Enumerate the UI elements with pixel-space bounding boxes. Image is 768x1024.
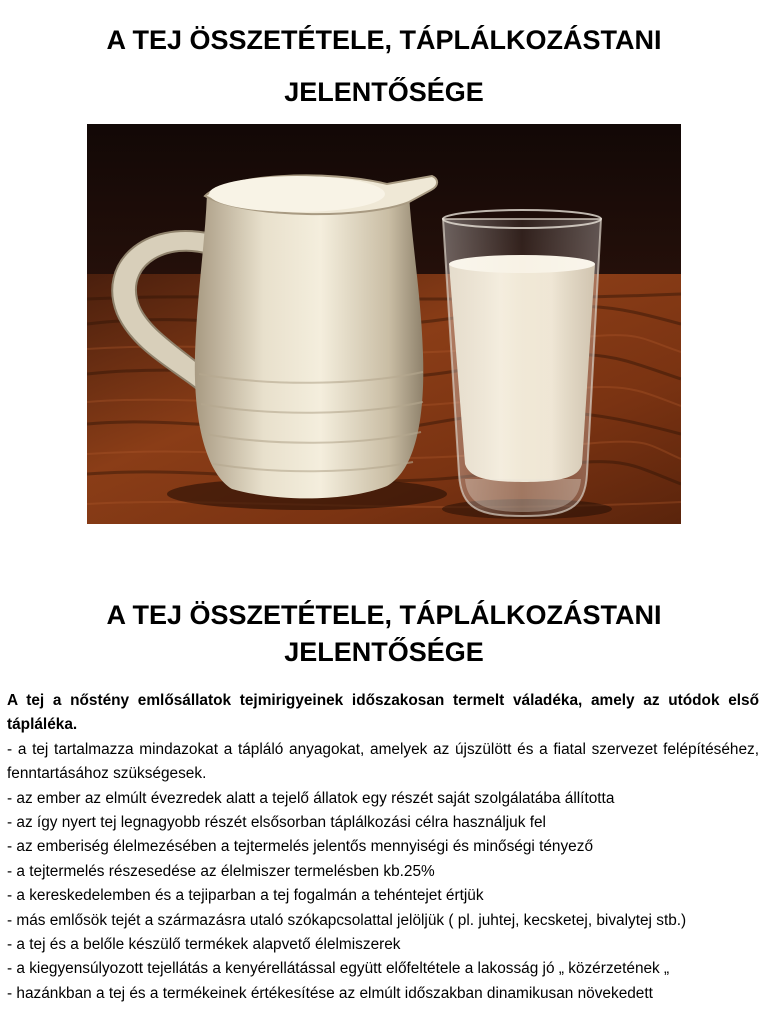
page-title-line-2: JELENTŐSÉGE bbox=[284, 77, 484, 107]
section-title-line-2: JELENTŐSÉGE bbox=[284, 637, 484, 667]
list-item: - az így nyert tej legnagyobb részét elsősorban táplálkozási célra használjuk fel bbox=[7, 814, 546, 832]
section-title-line-1: A TEJ ÖSSZETÉTELE, TÁPLÁLKOZÁSTANI bbox=[106, 600, 662, 630]
section-title bbox=[0, 597, 768, 671]
body-text bbox=[7, 689, 759, 1006]
lead-paragraph: A tej a nőstény emlősállatok tejmirigyeinek időszakosan termelt váladéka, amely az utódok első tápláléka. bbox=[7, 692, 759, 734]
list-item: - az ember az elmúlt évezredek alatt a tejelő állatok egy részét saját szolgálatába állította bbox=[7, 789, 615, 807]
list-item: - a kiegyensúlyozott tejellátás a kenyérellátással együtt előfeltétele a lakosság jó „ közérzetének „ bbox=[7, 960, 670, 978]
list-item: - az emberiség élelmezésében a tejtermelés jelentős mennyiségi és minőségi tényező bbox=[7, 838, 594, 856]
list-item: - a tej tartalmazza mindazokat a tápláló anyagokat, amelyek az újszülött és a fiatal szervezet felépítéséhez, fenntartásához szükségesek. bbox=[7, 740, 759, 783]
list-item: - a tej és a belőle készülő termékek alapvető élelmiszerek bbox=[7, 936, 401, 954]
list-item: - más emlősök tejét a származásra utaló szókapcsolattal jelöljük ( pl. juhtej, kecsketej, bivalytej stb.) bbox=[7, 911, 687, 929]
list-item: - hazánkban a tej és a termékeinek értékesítése az elmúlt időszakban dinamikusan növekedett bbox=[7, 984, 653, 1002]
milk-jug-and-glass-photo bbox=[87, 124, 681, 524]
page-title-line-1: A TEJ ÖSSZETÉTELE, TÁPLÁLKOZÁSTANI bbox=[106, 25, 662, 55]
page-title bbox=[0, 14, 768, 118]
list-item: - a tejtermelés részesedése az élelmiszer termelésben kb.25% bbox=[7, 862, 435, 880]
list-item: - a kereskedelemben és a tejiparban a tej fogalmán a tehéntejet értjük bbox=[7, 887, 484, 905]
